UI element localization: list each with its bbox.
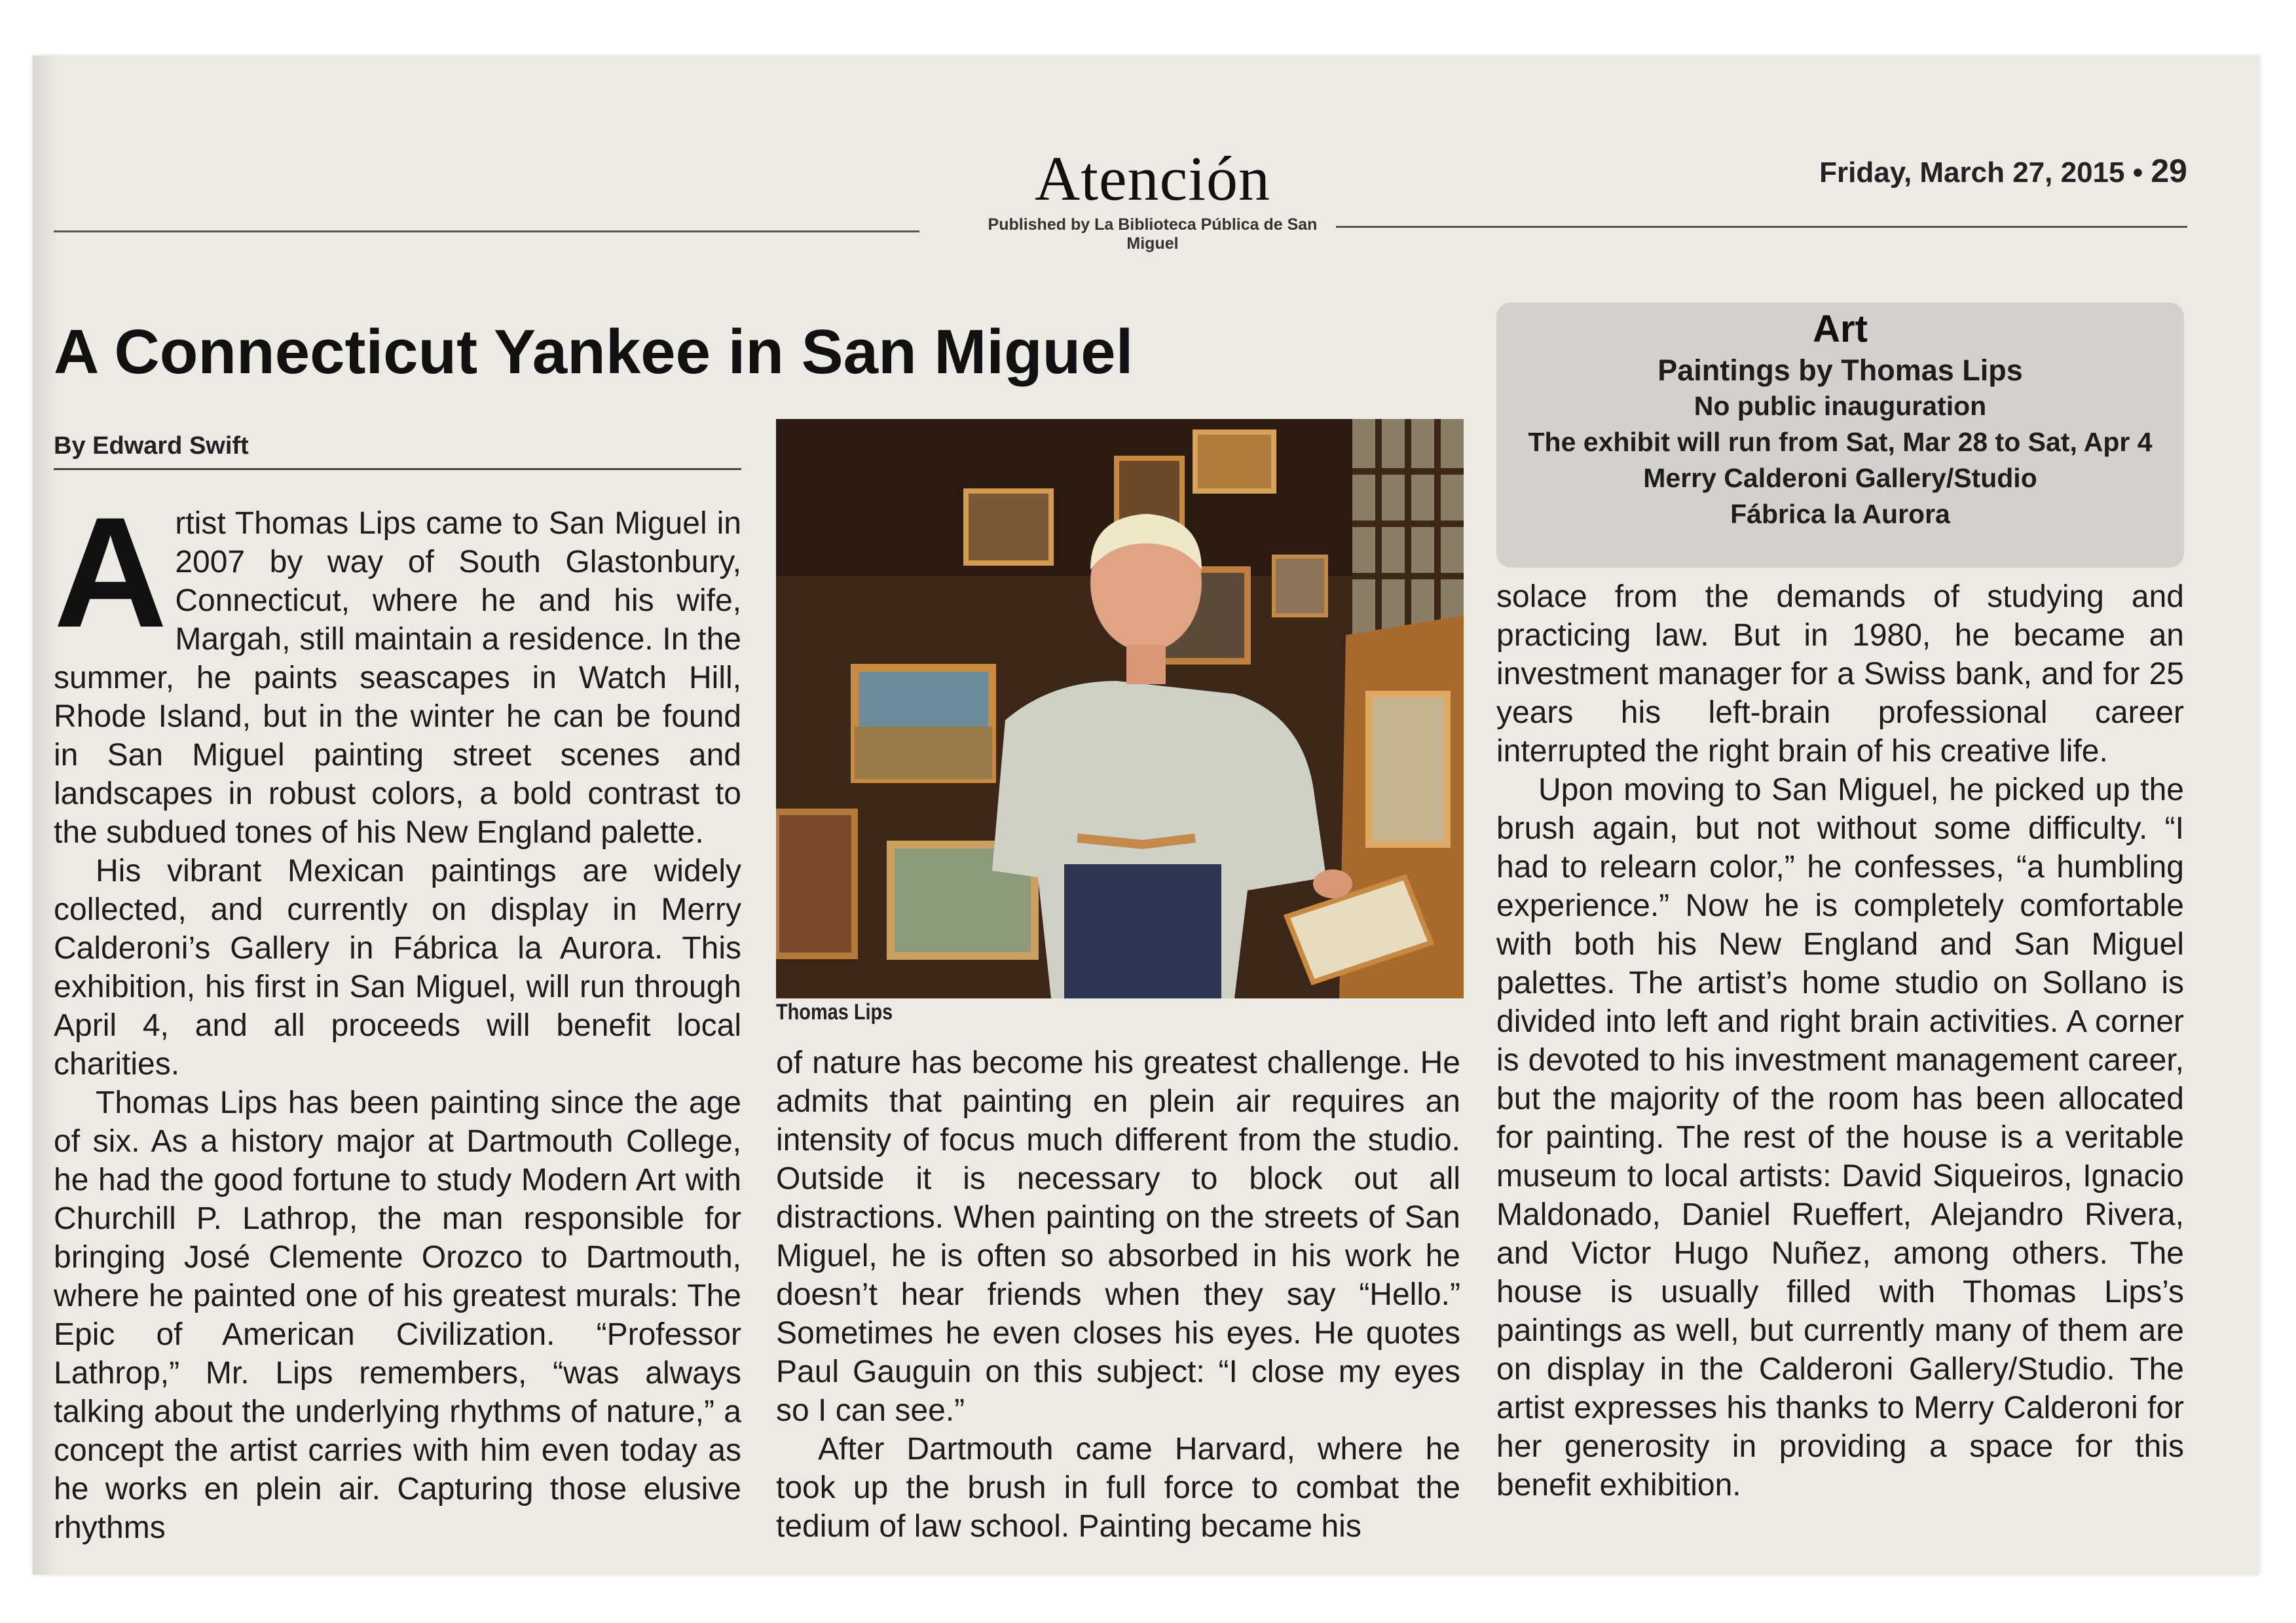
event-info-box — [1496, 302, 2184, 568]
masthead-rule-left — [54, 230, 919, 232]
paragraph: solace from the demands of studying and practicing law. But in 1980, he became an investment manager for a Swiss bank, and for 25 years his left-brain professional career interrupted the right brain of his creative life. — [1496, 579, 2184, 769]
paragraph: After Dartmouth came Harvard, where he took up the brush in full force to combat the tedium of law school. Painting became his — [776, 1432, 1460, 1544]
info-box-exhibit-name: Paintings by Thomas Lips — [1657, 354, 2023, 387]
masthead-rule-right — [1336, 226, 2187, 228]
info-box-title: Art — [1813, 308, 1868, 350]
article-headline: A Connecticut Yankee in San Miguel — [54, 317, 1134, 387]
paragraph: His vibrant Mexican paintings are widely collected, and currently on display in Merry Calderoni’s Gallery in Fábrica la Aurora. This exhibition, his first in San Miguel, will run through April 4, and all proceeds will benefit local charities. — [54, 854, 741, 1082]
info-box-dates: The exhibit will run from Sat, Mar 28 to Sat, Apr 4 — [1528, 427, 2153, 457]
dateline — [1819, 152, 2187, 190]
info-box-venue: Merry Calderoni Gallery/Studio — [1643, 463, 2037, 493]
paragraph-text: rtist Thomas Lips came to San Miguel in 2007 by way of South Glastonbury, Connecticut, where he and his wife, Margah, still maintain a residence. In the summer, he paints seascapes in Watch Hill, Rhode Island, but in the winter he can be found in San Miguel painting street scenes and landscapes in robust colors, a bold contrast to the subdued tones of his New England palette. — [54, 506, 741, 850]
dateline-separator: • — [2132, 156, 2151, 189]
masthead — [969, 143, 1336, 253]
article-byline: By Edward Swift — [54, 432, 741, 470]
paragraph: Thomas Lips has been painting since the age of six. As a history major at Dartmouth College, he had the good fortune to study Modern Art with Churchill P. Lathrop, the man responsible for bringing José Clemente Orozco to Dartmouth, where he painted one of his greatest murals: The Epic of American Civilization. “Professor Lathrop,” Mr. Lips remembers, “was always talking about the underlying rhythms of nature,” a concept the artist carries with him even today as he works en plein air. Capturing those elusive rhythms — [54, 1085, 741, 1545]
photo-caption: Thomas Lips — [776, 1000, 893, 1025]
info-box-inauguration: No public inauguration — [1694, 391, 1987, 421]
paragraph — [54, 484, 741, 852]
artist-photo — [776, 419, 1464, 998]
article-column-1 — [54, 484, 741, 1552]
info-box-location: Fábrica la Aurora — [1730, 499, 1950, 529]
drop-cap: A — [54, 484, 168, 660]
artist-studio-illustration — [776, 419, 1464, 998]
masthead-publisher: Published by La Biblioteca Pública de San Miguel — [988, 215, 1318, 253]
article-column-2 — [776, 1044, 1460, 1554]
article-column-3 — [1496, 577, 2184, 1546]
issue-date: Friday, March 27, 2015 — [1819, 156, 2125, 189]
paragraph: Upon moving to San Miguel, he picked up the brush again, but not without some difficulty. “I had to relearn color,” he confesses, “a humbling experience.” Now he is completely comfortable with both his New England and San Miguel palettes. The artist’s home studio on Sollano is divided into left and right brain activities. A corner is devoted to his investment management career, but the majority of the room has been allocated for painting. The rest of the house is a veritable museum to local artists: David Siqueiros, Ignacio Maldonado, Daniel Rueffert, Alejandro Rivera, and Victor Hugo Nuñez, among others. The house is usually filled with Thomas Lips’s paintings as well, but currently many of them are on display in the Calderoni Gallery/Studio. The artist expresses his thanks to Merry Calderoni for her generosity in providing a space for this benefit exhibition. — [1496, 773, 2184, 1503]
masthead-title: Atención — [1035, 143, 1270, 213]
paragraph: of nature has become his greatest challenge. He admits that painting en plein air requires an intensity of focus much different from the studio. Outside it is necessary to block out all distractions. When painting on the streets of San Miguel, he is often so absorbed in his work he doesn’t hear friends when they say “Hello.” Sometimes he even closes his eyes. He quotes Paul Gauguin on this subject: “I close my eyes so I can see.” — [776, 1046, 1460, 1428]
page-number: 29 — [2151, 153, 2187, 189]
